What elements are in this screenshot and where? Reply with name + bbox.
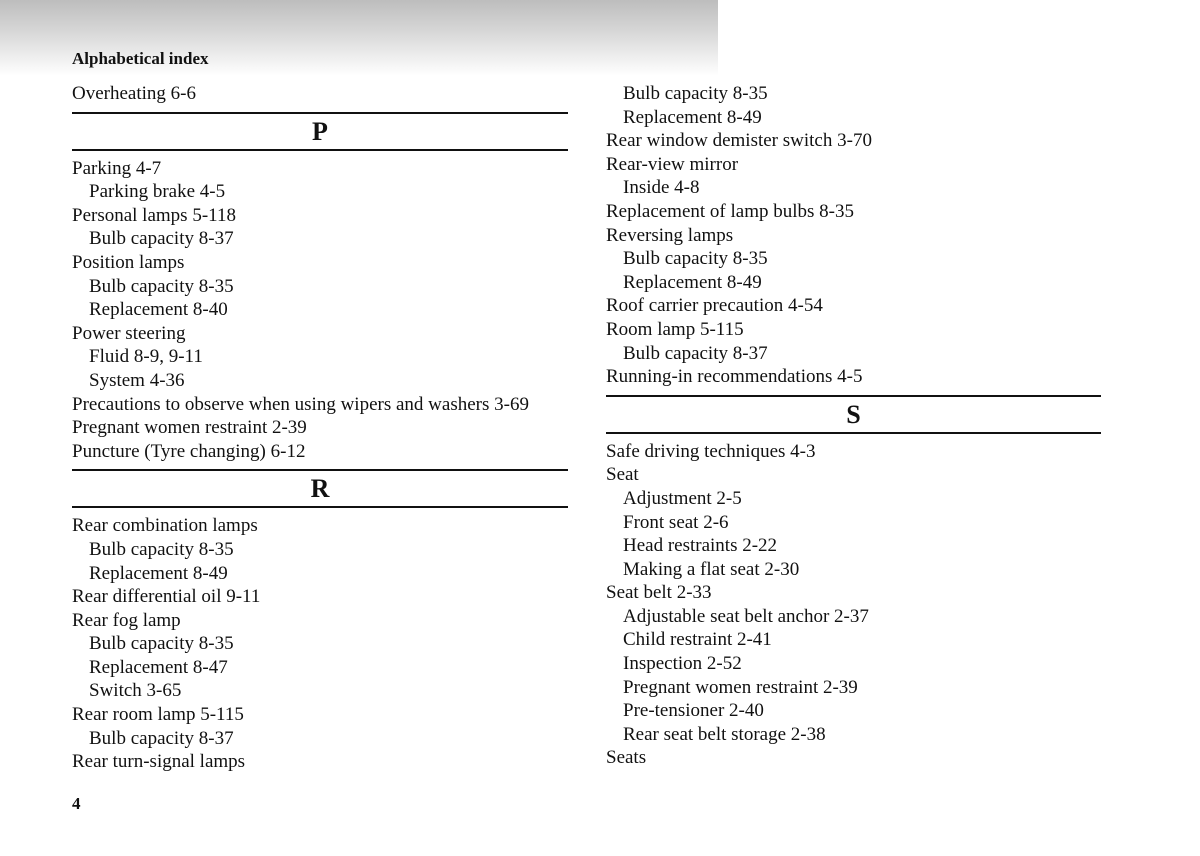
index-subentry: Bulb capacity 8-35 [623,83,768,104]
index-subentry: Adjustable seat belt anchor 2-37 [623,605,869,627]
index-subentry: Bulb capacity 8-35 [89,275,234,297]
index-entry: Rear combination lamps [72,515,258,537]
index-subentry: Parking brake 4-5 [89,181,226,203]
index-subentry: Bulb capacity 8-37 [623,342,768,364]
index-subentry: Replacement 8-49 [623,106,762,128]
index-subentry: Pre-tensioner 2-40 [623,700,764,722]
index-entry: Seat belt 2-33 [606,582,712,604]
index-entry: Seats [606,747,647,769]
index-entry: Overheating 6-6 [72,83,196,104]
index-subentry: Bulb capacity 8-35 [89,538,234,560]
section-letter-heading: S [606,395,1101,434]
index-subentry: Replacement 8-49 [89,562,228,584]
index-entry: Rear turn-signal lamps [72,751,246,773]
index-subentry: Front seat 2-6 [623,511,729,533]
index-entry: Precautions to observe when using wipers and washers 3-69 [72,393,529,415]
index-entry: Reversing lamps [606,224,734,246]
index-subentry: Bulb capacity 8-35 [89,633,234,655]
index-entry: Power steering [72,322,186,344]
index-subentry: Child restraint 2-41 [623,629,772,651]
index-subentry: Switch 3-65 [89,680,182,702]
index-entry: Rear window demister switch 3-70 [606,130,872,152]
index-entry: Pregnant women restraint 2-39 [72,417,307,439]
index-subentry: System 4-36 [89,369,185,391]
index-subentry: Adjustment 2-5 [623,487,742,509]
index-subentry: Bulb capacity 8-37 [89,228,234,250]
index-column-right [606,82,1101,770]
index-subentry: Head restraints 2-22 [623,535,778,557]
index-subentry: Making a flat seat 2-30 [623,558,800,580]
index-column-left [72,82,568,774]
index-subentry: Inside 4-8 [623,177,700,199]
index-entry: Seat [606,464,639,486]
index-entry: Replacement of lamp bulbs 8-35 [606,200,854,222]
index-entry: Roof carrier precaution 4-54 [606,295,823,317]
section-letter-heading: R [72,469,568,508]
index-subentry: Rear seat belt storage 2-38 [623,723,826,745]
index-entry: Safe driving techniques 4-3 [606,440,816,462]
index-entry: Parking 4-7 [72,157,162,179]
index-entry: Position lamps [72,251,185,273]
index-entry: Rear fog lamp [72,609,181,631]
index-entry: Personal lamps 5-118 [72,204,236,226]
index-entry: Room lamp 5-115 [606,318,744,340]
index-subentry: Replacement 8-40 [89,299,228,321]
index-subentry: Fluid 8-9, 9-11 [89,346,203,368]
index-subentry: Replacement 8-49 [623,271,762,293]
index-subentry: Inspection 2-52 [623,653,742,675]
page-title: Alphabetical index [72,49,209,68]
index-subentry: Pregnant women restraint 2-39 [623,676,858,698]
index-entry: Running-in recommendations 4-5 [606,366,863,388]
index-subentry: Bulb capacity 8-35 [623,248,768,270]
section-letter-heading: P [72,112,568,151]
index-entry: Puncture (Tyre changing) 6-12 [72,440,306,462]
index-subentry: Replacement 8-47 [89,656,228,678]
index-entry: Rear differential oil 9-11 [72,586,261,608]
index-entry: Rear-view mirror [606,153,739,175]
page-number: 4 [72,794,81,813]
index-entry: Rear room lamp 5-115 [72,704,244,726]
index-subentry: Bulb capacity 8-37 [89,727,234,749]
